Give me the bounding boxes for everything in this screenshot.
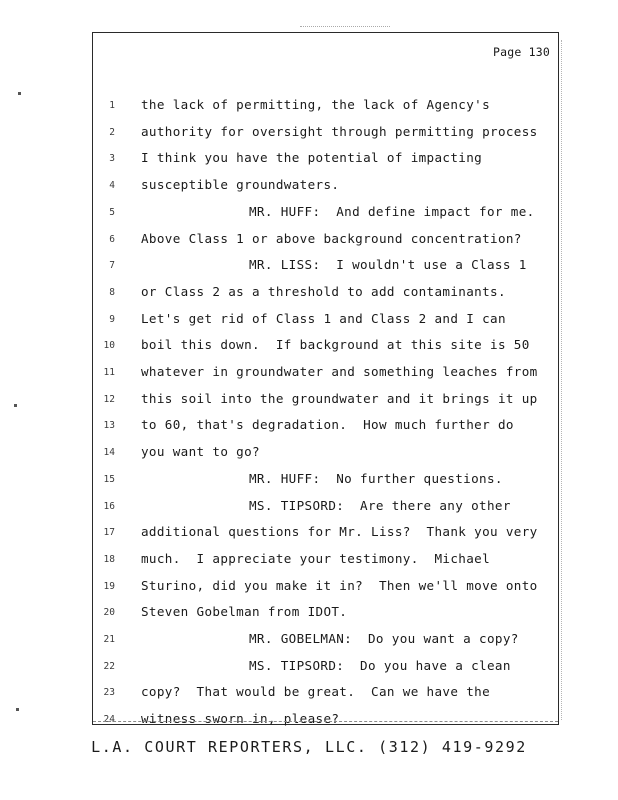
transcript-line [93, 97, 558, 124]
line-number: 24 [103, 714, 115, 726]
line-text: boil this down. If background at this site is 50 [141, 337, 530, 353]
speaker-line-text: MS. TIPSORD: Do you have a clean [249, 657, 511, 673]
court-reporter-footer: L.A. COURT REPORTERS, LLC. (312) 419-9292 [91, 738, 527, 756]
scan-speck [18, 92, 21, 95]
line-text: additional questions for Mr. Liss? Thank you very [141, 524, 538, 540]
transcript-line [93, 631, 558, 658]
line-number: 2 [109, 126, 115, 138]
speaker-line-text: MR. GOBELMAN: Do you want a copy? [249, 631, 519, 646]
line-text: to 60, that's degradation. How much further do [141, 417, 514, 433]
transcript-line [93, 498, 558, 525]
line-number: 7 [109, 260, 115, 272]
line-number: 13 [103, 420, 115, 432]
line-number: 22 [103, 660, 115, 672]
transcript-line [93, 364, 558, 391]
line-text: the lack of permitting, the lack of Agency's [141, 97, 491, 112]
transcript-line [93, 711, 558, 738]
transcript-line [93, 524, 558, 551]
line-number: 9 [109, 313, 115, 325]
line-text: whatever in groundwater and something leaches from [141, 364, 538, 379]
line-number: 3 [109, 153, 115, 165]
line-text: I think you have the potential of impacting [141, 150, 483, 166]
speaker-line-text: MR. HUFF: And define impact for me. [249, 203, 535, 219]
transcript-line [93, 417, 558, 444]
speaker-line-text: MR. LISS: I wouldn't use a Class 1 [249, 257, 527, 273]
transcript-line [93, 684, 558, 711]
line-number: 12 [103, 393, 115, 405]
transcript-line [93, 658, 558, 685]
transcript-line [93, 231, 558, 258]
line-number: 17 [103, 527, 115, 539]
scan-speck [14, 404, 17, 407]
line-text: you want to go? [141, 444, 260, 460]
transcript-line [93, 311, 558, 338]
line-number: 6 [109, 233, 115, 245]
transcript-line [93, 150, 558, 177]
line-number: 21 [103, 634, 115, 645]
line-number: 15 [103, 473, 115, 485]
line-text: this soil into the groundwater and it brings it up [141, 390, 538, 406]
transcript-line [93, 124, 558, 151]
line-text: Sturino, did you make it in? Then we'll move onto [141, 577, 538, 593]
line-text: copy? That would be great. Can we have the [141, 684, 491, 700]
transcript-line [93, 444, 558, 471]
line-number: 16 [103, 500, 115, 512]
transcript-line [93, 257, 558, 284]
line-number: 19 [103, 580, 115, 592]
transcript-line [93, 337, 558, 364]
transcript-line [93, 471, 558, 498]
line-text: Above Class 1 or above background concentration? [141, 230, 522, 246]
scan-speck [16, 708, 19, 711]
line-text: much. I appreciate your testimony. Michael [141, 550, 491, 566]
speaker-line-text: MS. TIPSORD: Are there any other [249, 497, 511, 513]
transcript-line [93, 204, 558, 231]
page-number: Page 130 [493, 45, 550, 59]
scan-artifact-right-edge [561, 40, 562, 720]
transcript-line [93, 604, 558, 631]
scan-artifact-top [300, 26, 390, 27]
line-text: susceptible groundwaters. [141, 177, 340, 193]
transcript-line [93, 284, 558, 311]
line-number: 10 [103, 340, 115, 352]
transcript-line [93, 578, 558, 605]
line-number: 23 [103, 687, 115, 699]
line-number: 8 [109, 286, 115, 298]
transcript-page [92, 32, 559, 725]
line-number: 4 [109, 180, 115, 192]
line-text: or Class 2 as a threshold to add contaminants. [141, 283, 506, 299]
line-number: 1 [109, 100, 115, 111]
line-text: witness sworn in, please? [141, 711, 340, 727]
speaker-line-text: MR. HUFF: No further questions. [249, 470, 503, 486]
transcript-line [93, 391, 558, 418]
line-text: Steven Gobelman from IDOT. [141, 604, 348, 620]
line-number: 20 [103, 607, 115, 619]
transcript-line [93, 177, 558, 204]
line-number: 18 [103, 553, 115, 565]
line-text: Let's get rid of Class 1 and Class 2 and I can [141, 310, 506, 326]
line-number: 14 [103, 447, 115, 459]
line-text: authority for oversight through permitting process [141, 123, 538, 139]
line-number: 11 [103, 367, 115, 378]
line-number: 5 [109, 206, 115, 218]
transcript-line [93, 551, 558, 578]
